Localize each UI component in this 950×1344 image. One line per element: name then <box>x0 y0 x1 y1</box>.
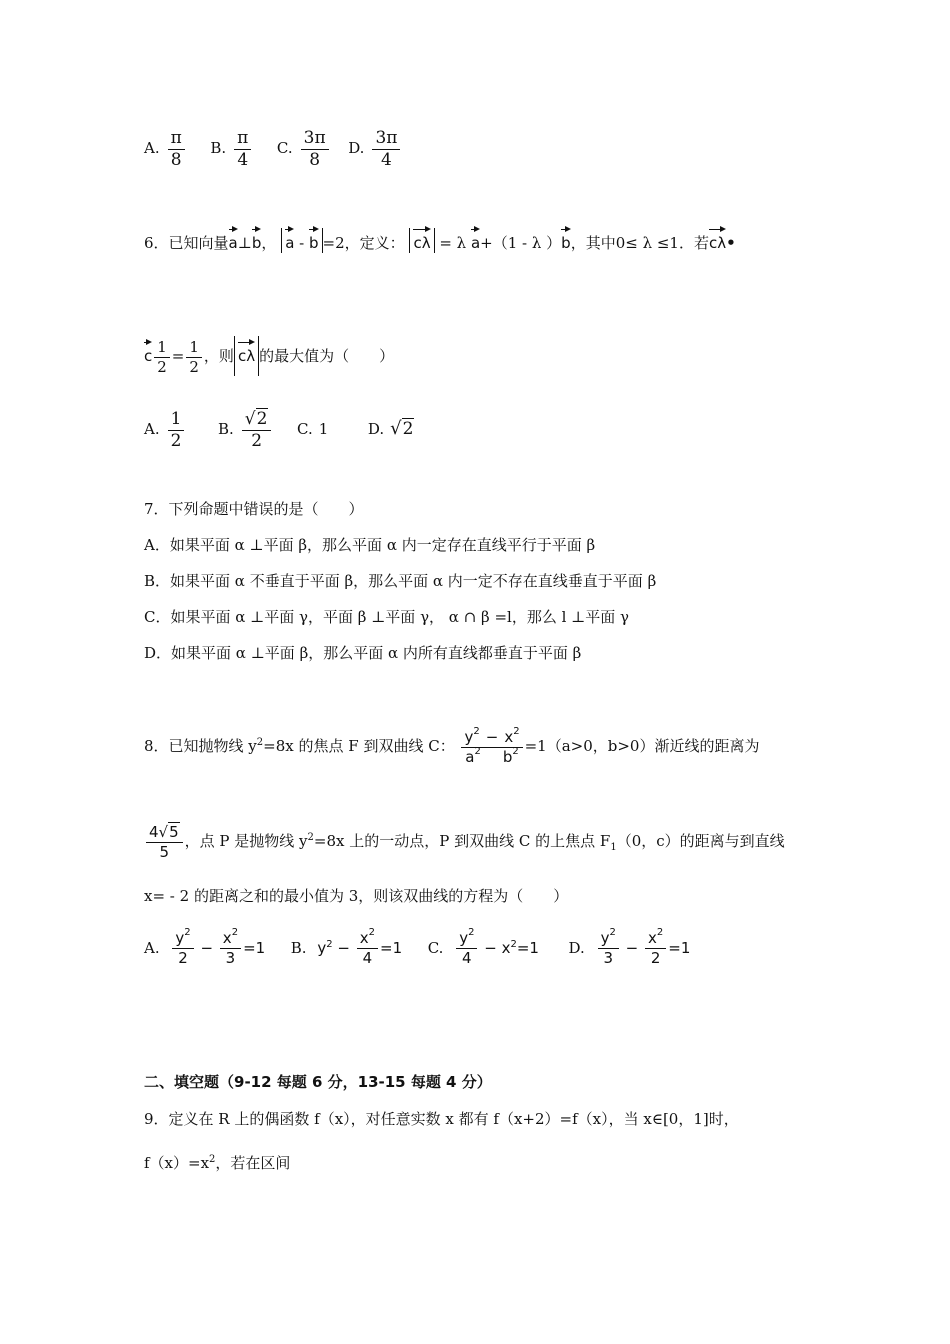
distance-fraction: $\frac{4√5}{5}$ <box>146 825 183 860</box>
section-heading: 二、填空题（9-12 每题 6 分，13-15 每题 4 分） <box>144 1073 492 1091</box>
q7-stem: 7．下列命题中错误的是（ ） <box>144 500 364 518</box>
q6-options <box>144 407 414 451</box>
q5-option-a: A. $\frac{\pi}{8}$ <box>144 139 192 157</box>
q8-option-a: A. $\frac{y^2}{2}$ − $\frac{x^2}{3}$ =1 <box>144 927 266 967</box>
q8-option-d: D. $\frac{y^2}{3}$ − $\frac{x^2}{2}$ =1 <box>568 927 691 967</box>
c-lambda-def: cλ <box>409 228 434 253</box>
q8-stem-line2: $\frac{4√5}{5}$ ，点 P 是抛物线 $y^2=8x$ 上的一动点，P 到双曲线 C 的上焦点 $F_1(0$，c）的距离与到直线 <box>144 818 785 871</box>
q8-option-c: C. $\frac{y^2}{4}$ − $x^2=1$ <box>427 927 539 967</box>
vector-b: b <box>252 228 262 251</box>
q6-stem-line1: 6．已知向量a⊥b， a - b =2，定义： cλ = λ a+（1 - λ ）b，其中0≤ λ ≤1．若cλ• <box>144 228 736 253</box>
q9-line2: $f(x)=x^2$，若在区间 <box>144 1154 291 1172</box>
vector-c-half: c <box>144 341 152 364</box>
fraction: $\frac{√2}{2}$ <box>242 411 272 450</box>
q7-option-d: D．如果平面 α ⊥平面 β，那么平面 α 内所有直线都垂直于平面 β <box>144 644 582 662</box>
vector-c-lambda: cλ <box>709 228 726 251</box>
abs-a-minus-b: a - b <box>281 228 322 253</box>
q7-option-b: B．如果平面 α 不垂直于平面 β，那么平面 α 内一定不存在直线垂直于平面 β <box>144 572 657 590</box>
q5-option-c: C. $\frac{3\pi}{8}$ <box>277 139 336 157</box>
q8-options <box>144 922 690 974</box>
fraction: $\frac{\pi}{8}$ <box>168 130 185 169</box>
q6-option-d: D. √2 <box>367 418 414 439</box>
q7-option-a: A．如果平面 α ⊥平面 β，那么平面 α 内一定存在直线平行于平面 β <box>144 536 596 554</box>
q6-stem-line2: c $\frac{1}{2}$ = $\frac{1}{2}$ ，则 cλ 的最大值为（ ） <box>144 337 395 376</box>
q9-line1: 9．定义在 R 上的偶函数 f（x），对任意实数 x 都有 f（x+2）=f（x），当 x∈[0，1]时， <box>144 1110 739 1128</box>
q8-option-b: B. $y^2$ − $\frac{x^2}{4}$ =1 <box>290 927 403 967</box>
fraction: $\frac{1}{2}$ <box>154 340 170 375</box>
fraction: $\frac{3\pi}{8}$ <box>301 130 329 169</box>
q6-option-c: C. 1 <box>297 420 329 438</box>
fraction: $\frac{3\pi}{4}$ <box>372 130 400 169</box>
vector-a: a <box>229 228 238 251</box>
fraction: $\frac{1}{2}$ <box>186 340 202 375</box>
hyperbola-fraction: $\frac{y^2 - x^2}{a^2 b^2}$ <box>461 730 522 765</box>
q5-option-d: D. $\frac{3\pi}{4}$ <box>348 139 402 157</box>
q8-stem-line3: x= - 2 的距离之和的最小值为 3，则该双曲线的方程为（ ） <box>144 887 569 905</box>
q6-option-a: A. $\frac{1}{2}$ <box>144 420 186 438</box>
fraction: $\frac{1}{2}$ <box>168 411 185 450</box>
fraction: $\frac{\pi}{4}$ <box>234 130 251 169</box>
q8-stem-line1: 8．已知抛物线 $y^2=8x$ 的焦点 F 到双曲线 C： $\frac{y^2 - x^2}{a^2 b^2}$ =1（a>0，b>0）渐近线的距离为 <box>144 725 760 766</box>
abs-c-lambda: cλ <box>234 336 259 376</box>
q7-option-c: C．如果平面 α ⊥平面 γ，平面 β ⊥平面 γ， α ∩ β =l，那么 l ⊥平面 γ <box>144 608 630 626</box>
q6-option-b: B. $\frac{√2}{2}$ <box>218 420 273 438</box>
q5-option-b: B. $\frac{\pi}{4}$ <box>210 139 258 157</box>
q5-options <box>144 128 402 169</box>
